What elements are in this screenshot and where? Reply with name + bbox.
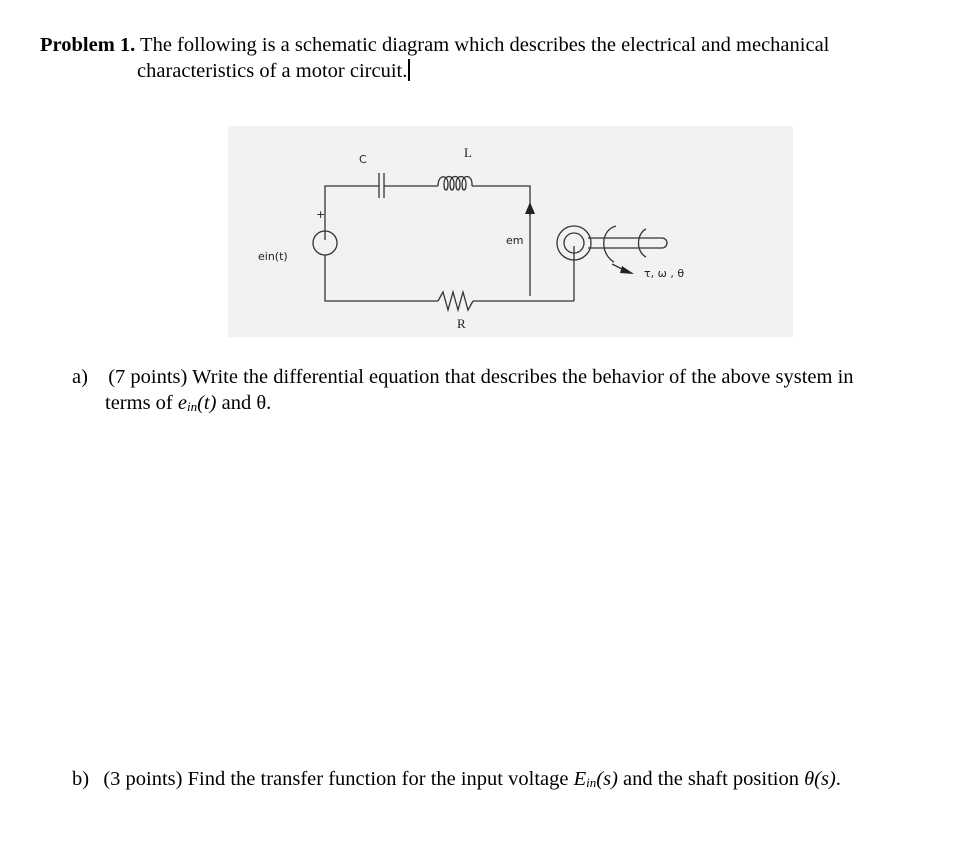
part-a-marker: a) — [72, 366, 88, 388]
part-a-line-1 — [72, 365, 854, 389]
torque-arc — [604, 226, 616, 262]
problem-line-1 — [40, 33, 829, 57]
wire-left-bottom — [325, 255, 438, 301]
part-a-text-2-prefix: terms of — [105, 392, 173, 414]
label-outputs: τ, ω , θ — [644, 267, 685, 280]
part-b-theta-expr: θ(s) — [804, 768, 836, 790]
problem-heading: Problem 1. — [40, 34, 136, 56]
capacitor-symbol — [379, 173, 384, 198]
label-capacitor: C — [359, 153, 367, 166]
part-b-E-arg: (s) — [596, 768, 618, 790]
part-a-text-1: Write the differential equation that describes the behavior of the above system in — [192, 366, 854, 388]
label-inductor: L — [464, 145, 472, 160]
label-plus: + — [316, 208, 326, 221]
part-a-text-2-suffix: and θ. — [221, 392, 272, 414]
part-b-line — [72, 767, 841, 795]
resistor-symbol — [438, 292, 473, 310]
part-a-line-2 — [105, 391, 271, 419]
label-resistor: R — [457, 316, 466, 331]
disk-arc — [639, 229, 647, 257]
label-input-voltage: ein(t) — [258, 250, 288, 263]
problem-text-2: characteristics of a motor circuit. — [137, 60, 408, 82]
part-b-E-symbol: E — [573, 768, 587, 790]
part-a-e-subscript: in — [186, 399, 198, 414]
text-cursor — [408, 59, 410, 81]
part-b-points: (3 points) — [103, 768, 183, 790]
em-arrow-head — [525, 202, 535, 214]
part-b-E-subscript: in — [586, 775, 597, 790]
wire-top-right — [472, 186, 530, 216]
problem-line-2 — [137, 59, 410, 83]
motor-shaft — [588, 238, 667, 248]
label-back-emf: em — [506, 234, 524, 247]
part-a-points: (7 points) — [108, 366, 188, 388]
problem-text-1: The following is a schematic diagram which describes the electrical and mechanical — [140, 34, 830, 56]
circuit-schematic — [228, 126, 793, 337]
part-b-marker: b) — [72, 768, 90, 790]
wire-top-left — [325, 186, 379, 240]
part-b-end: . — [835, 768, 841, 790]
torque-arrow-head — [620, 266, 634, 274]
part-b-text-1: Find the transfer function for the input voltage — [187, 768, 569, 790]
part-b-text-2: and the shaft position — [623, 768, 799, 790]
motor-circuit-figure — [228, 126, 793, 337]
part-a-e-arg: (t) — [197, 392, 217, 414]
part-a-e-symbol: e — [177, 392, 187, 414]
inductor-symbol — [438, 177, 472, 191]
